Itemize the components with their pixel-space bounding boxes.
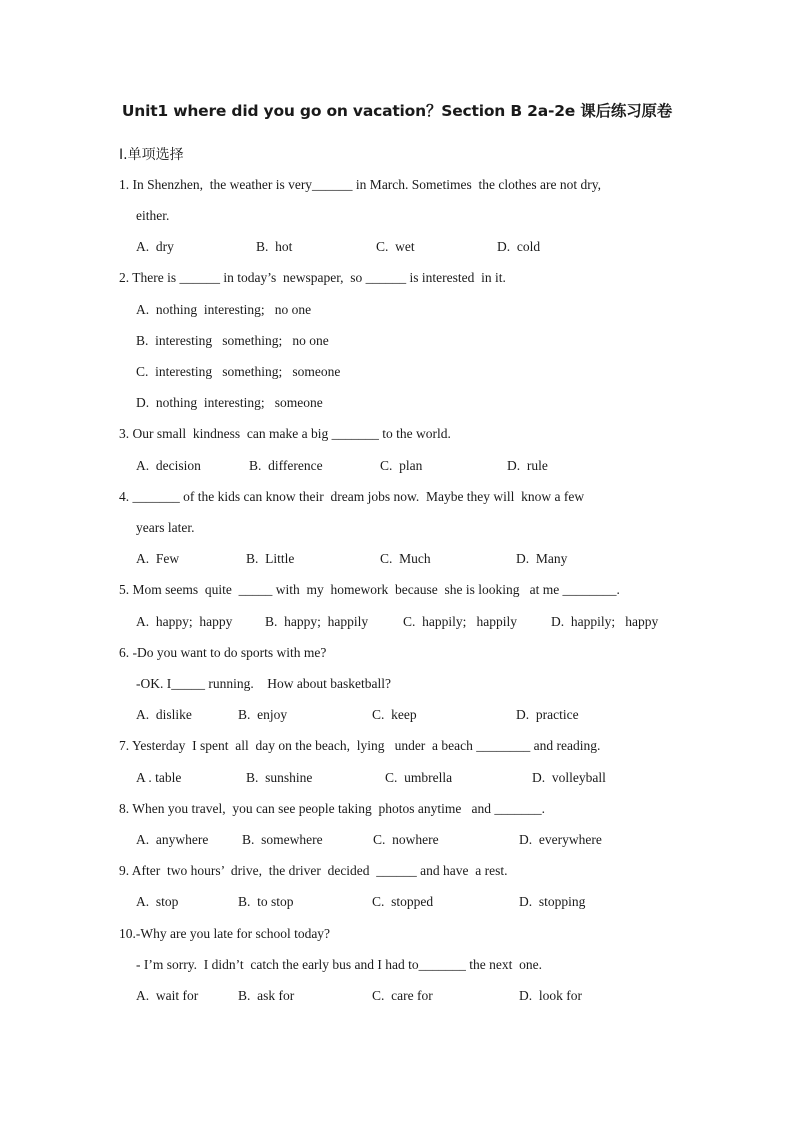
question-8-option-d: D. everywhere [519,832,602,847]
question-5-option-d: D. happily; happy [551,614,659,629]
question-7-stem-line-1: 7. Yesterday I spent all day on the beach, lying under a beach ________ and reading. [119,738,601,753]
question-9-stem-line-1: 9. After two hours’ drive, the driver decided ______ and have a rest. [119,863,508,878]
question-10-option-b: B. ask for [238,988,295,1003]
question-3-option-a: A. decision [136,458,201,473]
question-6-stem-line-2: -OK. I_____ running. How about basketball? [136,676,391,691]
question-1-option-a: A. dry [136,239,174,254]
question-2-option-a: A. nothing interesting; no one [136,302,312,317]
question-9-option-a: A. stop [136,894,179,909]
question-4-option-c: C. Much [380,551,431,566]
section-heading: I.单项选择 [119,147,184,163]
question-4-option-a: A. Few [136,551,180,566]
question-1-stem-line-1: 1. In Shenzhen, the weather is very______ in March. Sometimes the clothes are not dry, [119,177,601,192]
question-8-option-a: A. anywhere [136,832,209,847]
question-4-option-d: D. Many [516,551,568,566]
question-8-option-c: C. nowhere [373,832,439,847]
page-title: Unit1 where did you go on vacation？Section B 2a-2e 课后练习原卷 [121,102,673,120]
question-5-option-c: C. happily; happily [403,614,517,629]
question-4-option-b: B. Little [246,551,295,566]
question-8-option-b: B. somewhere [242,832,323,847]
question-6-option-d: D. practice [516,707,579,722]
question-2-option-b: B. interesting something; no one [136,333,329,348]
question-9-option-d: D. stopping [519,894,586,909]
question-1-option-d: D. cold [497,239,541,254]
question-5-option-a: A. happy; happy [136,614,233,629]
question-6-stem-line-1: 6. -Do you want to do sports with me? [119,645,327,660]
question-2-option-d: D. nothing interesting; someone [136,395,323,410]
question-6-option-a: A. dislike [136,707,192,722]
question-1-option-c: C. wet [376,239,415,254]
question-3-option-d: D. rule [507,458,548,473]
question-7-option-a: A . table [136,770,182,785]
question-9-option-b: B. to stop [238,894,294,909]
question-10-stem-line-1: 10.-Why are you late for school today? [119,926,331,941]
question-6-option-c: C. keep [372,707,417,722]
question-10-option-c: C. care for [372,988,433,1003]
question-3-stem-line-1: 3. Our small kindness can make a big _______ to the world. [119,426,451,441]
question-10-option-d: D. look for [519,988,582,1003]
question-4-stem-line-1: 4. _______ of the kids can know their dream jobs now. Maybe they will know a few [119,489,585,504]
question-7-option-b: B. sunshine [246,770,313,785]
question-5-stem-line-1: 5. Mom seems quite _____ with my homework because she is looking at me ________. [119,582,620,597]
question-2-option-c: C. interesting something; someone [136,364,341,379]
question-7-option-d: D. volleyball [532,770,606,785]
question-6-option-b: B. enjoy [238,707,288,722]
question-10-stem-line-2: - I’m sorry. I didn’t catch the early bus and I had to_______ the next one. [136,957,543,972]
question-7-option-c: C. umbrella [385,770,453,785]
question-1-option-b: B. hot [256,239,293,254]
question-9-option-c: C. stopped [372,894,434,909]
question-8-stem-line-1: 8. When you travel, you can see people taking photos anytime and _______. [119,801,546,816]
question-3-option-b: B. difference [249,458,323,473]
question-4-stem-line-2: years later. [136,520,195,535]
question-1-stem-line-2: either. [136,208,170,223]
question-10-option-a: A. wait for [136,988,199,1003]
question-3-option-c: C. plan [380,458,423,473]
question-5-option-b: B. happy; happily [265,614,369,629]
question-2-stem-line-1: 2. There is ______ in today’s newspaper, so ______ is interested in it. [119,270,506,285]
